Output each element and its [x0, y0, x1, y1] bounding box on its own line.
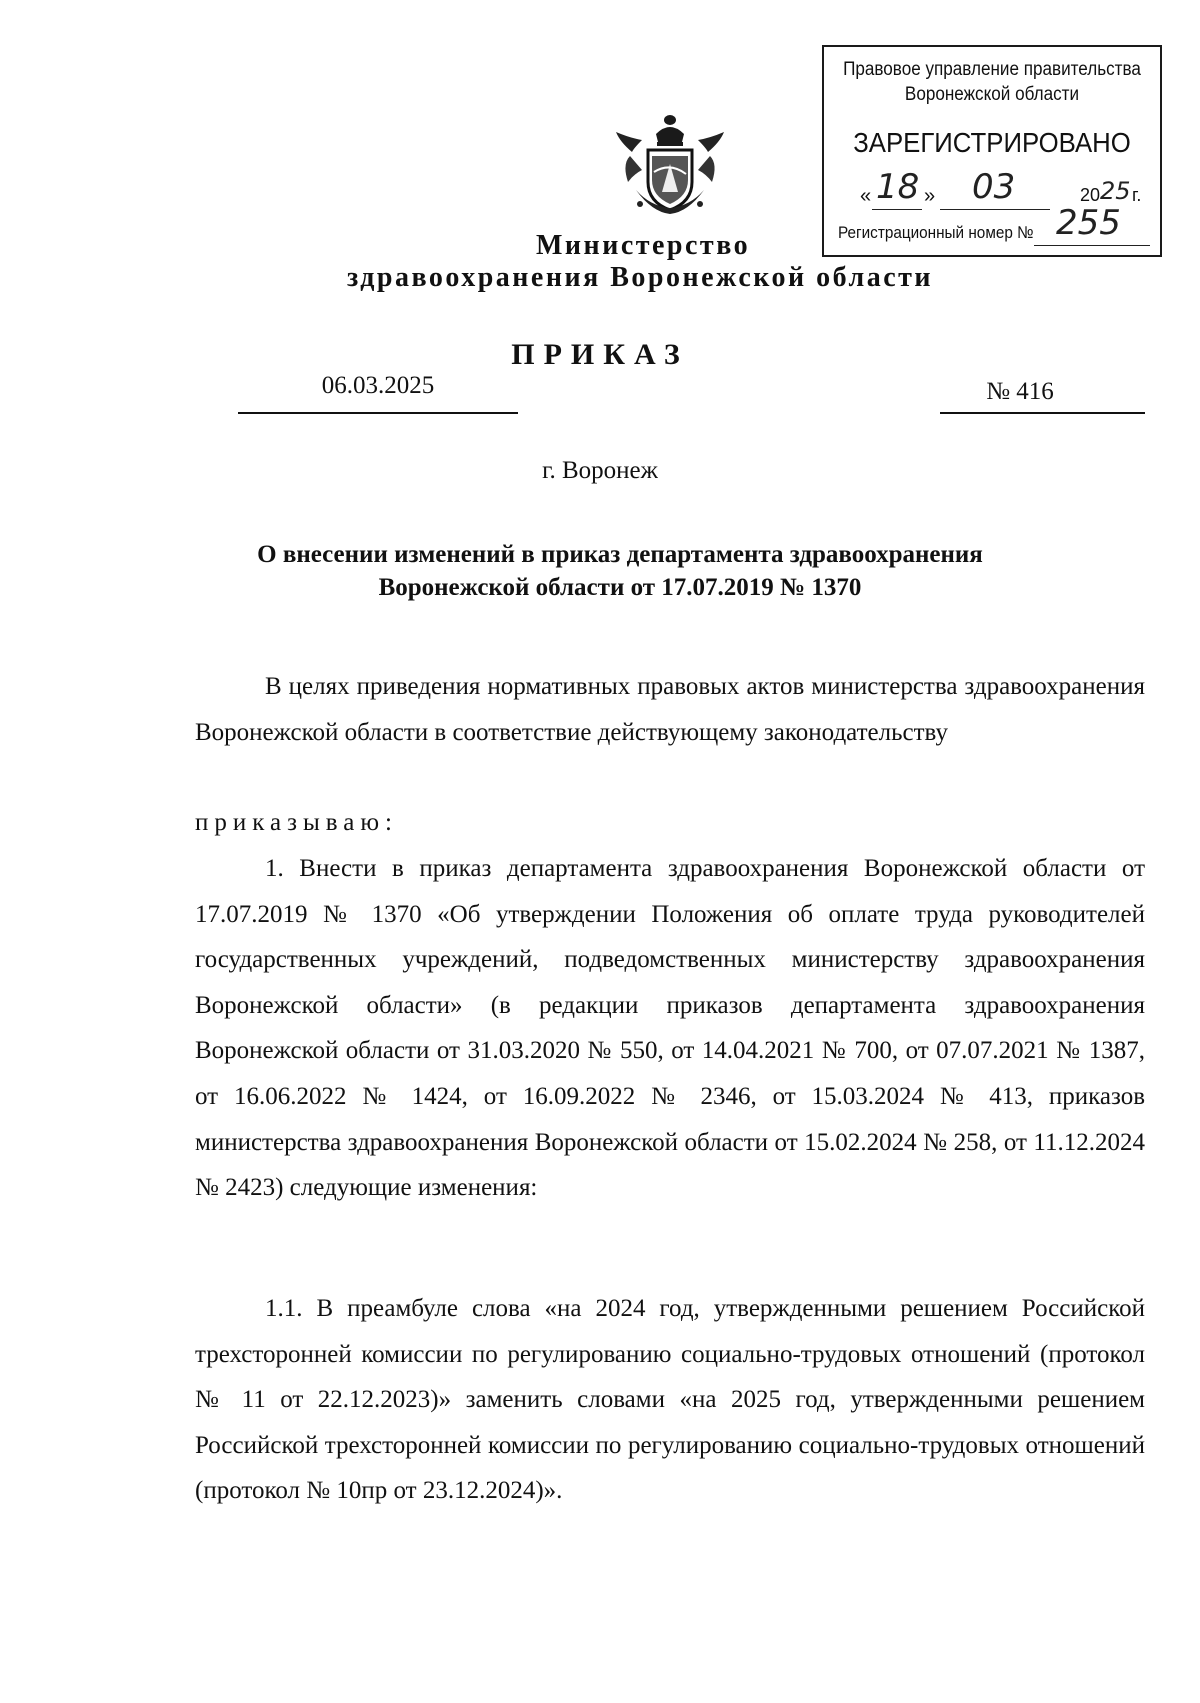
stamp-month: 03 — [972, 167, 1016, 207]
stamp-reg-number-label: Регистрационный номер № — [838, 223, 1034, 242]
registration-stamp — [822, 45, 1162, 257]
ministry-name-line1: Министерство — [536, 230, 751, 261]
stamp-day: 18 — [876, 167, 920, 207]
item-1-1-paragraph: 1.1. В преамбуле слова «на 2024 год, утвержденными решением Российской трехсторонней комиссии по регулированию социально-трудовых отношений (протокол № 11 от 22.12.2023)» заменить словами «на 2025 год, утвержденными решением Российской трехсторонней комиссии по регулированию социально-трудовых отношений (протокол № 10пр от 23.12.2024)». — [195, 1295, 1145, 1505]
stamp-organization — [841, 57, 1143, 107]
title-line1: О внесении изменений в приказ департамента здравоохранения — [257, 541, 983, 568]
stamp-year-g: г. — [1132, 185, 1142, 205]
ministry-name-line2: здравоохранения Воронежской области — [346, 262, 934, 293]
preamble-paragraph: В целях приведения нормативных правовых актов министерства здравоохранения Воронежской области в соответствие действующему законодательству — [195, 673, 1145, 746]
stamp-year-suffix: 25 — [1100, 177, 1131, 205]
coat-of-arms-emblem — [612, 112, 728, 216]
stamp-registered-label: ЗАРЕГИСТРИРОВАНО — [853, 127, 1131, 158]
stamp-year-prefix: 20 — [1080, 185, 1101, 205]
stamp-org-line2: Воронежской области — [904, 84, 1080, 105]
order-word: приказываю: — [195, 809, 398, 836]
title-line2: Воронежской области от 17.07.2019 № 1370 — [378, 574, 862, 601]
stamp-org-line1: Правовое управление правительства — [843, 59, 1141, 80]
stamp-reg-number: 255 — [1056, 203, 1121, 243]
document-type-heading: ПРИКАЗ — [511, 338, 689, 371]
city: г. Воронеж — [542, 457, 658, 484]
stamp-close-quote: » — [924, 185, 936, 207]
document-title — [160, 538, 1080, 604]
item-1-paragraph: 1. Внести в приказ департамента здравоохранения Воронежской области от 17.07.2019 № 1370 «Об утверждении Положения об оплате труда руководителей государственных учреждений, подведомственных министерству здравоохранения Воронежской области» (в редакции приказов департамента здравоохранения Воронежской области от 31.03.2020 № 550, от 14.04.2021 № 700, от 07.07.2021 № 1387, от 16.06.2022 № 1424, от 16.09.2022 № 2346, от 15.03.2024 № 413, приказов министерства здравоохранения Воронежской области от 15.02.2024 № 258, от 11.12.2024 № 2423) следующие изменения: — [195, 855, 1145, 1202]
order-number: № 416 — [986, 378, 1054, 405]
stamp-open-quote: « — [860, 185, 872, 207]
order-date: 06.03.2025 — [321, 372, 435, 399]
